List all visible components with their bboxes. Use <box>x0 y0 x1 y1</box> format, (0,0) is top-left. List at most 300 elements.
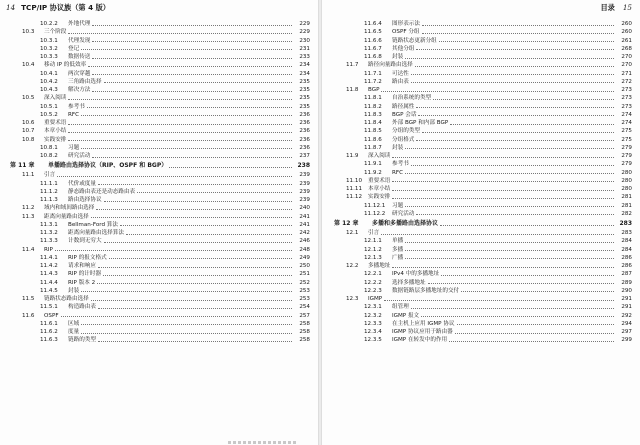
dot-leader <box>88 66 292 67</box>
toc-section-number: 11.6 <box>22 312 35 319</box>
toc-entry <box>334 144 632 152</box>
toc-page-number: 229 <box>299 29 310 36</box>
toc-page-number: 260 <box>621 21 632 27</box>
toc-section-title: Bellman-Ford 算法 <box>68 221 118 228</box>
toc-section-number: 11.9 <box>346 153 359 159</box>
dot-leader <box>92 91 292 92</box>
toc-section-title: 区域 <box>68 320 80 327</box>
toc-section-number: 11.4.3 <box>40 271 58 278</box>
toc-section-number: 10.5 <box>22 95 35 102</box>
dot-leader <box>392 190 614 191</box>
toc-entry <box>334 136 632 144</box>
toc-page-number: 270 <box>621 54 632 60</box>
toc-page-number: 279 <box>621 144 632 151</box>
toc-section-number: 11.12.1 <box>364 202 386 209</box>
toc-section-number: 11.5.1 <box>40 304 58 311</box>
toc-section-number: 11.1 <box>22 172 35 179</box>
dot-leader <box>422 33 614 34</box>
toc-entry <box>10 312 310 320</box>
toc-section-title: 外部 BGP 和内部 BGP <box>392 120 449 126</box>
toc-entry <box>10 336 310 344</box>
toc-section-title: 重要术语 <box>44 120 67 126</box>
toc-entry <box>10 279 310 287</box>
toc-section-number: 11.6.1 <box>40 320 58 327</box>
toc-page-number: 237 <box>299 153 310 159</box>
dot-leader <box>433 99 614 100</box>
toc-page-number: 284 <box>621 246 632 253</box>
running-title: TCP/IP 协议族（第 4 版） <box>21 3 110 12</box>
toc-page-number: 250 <box>299 263 310 269</box>
dot-leader <box>411 165 614 166</box>
toc-section-number: 11.12.2 <box>364 210 386 217</box>
toc-page-number: 275 <box>621 136 632 143</box>
toc-section-title: 引言 <box>368 230 380 236</box>
toc-entry <box>10 20 310 28</box>
toc-section-number: 12.3.1 <box>364 304 382 311</box>
toc-section-title: 构造路由表 <box>68 304 96 311</box>
dot-leader <box>421 316 614 317</box>
dot-leader <box>91 217 292 218</box>
toc-section-number: 11.5 <box>22 296 35 302</box>
dot-leader <box>81 333 292 334</box>
dot-leader <box>96 209 292 210</box>
toc-section-title: RIP <box>44 246 53 253</box>
toc-entry <box>334 37 632 45</box>
toc-section-number: 11.6.3 <box>40 337 58 344</box>
toc-section-number: 11.6.2 <box>40 329 58 335</box>
toc-section-number: 10.6 <box>22 120 35 126</box>
page-number: 15 <box>622 3 632 12</box>
left-page-header <box>6 3 110 13</box>
toc-page-number: 280 <box>621 169 632 176</box>
toc-entry <box>334 152 632 160</box>
toc-entry <box>10 53 310 61</box>
toc-section-number: 11.1.2 <box>40 188 58 195</box>
toc-entry <box>10 262 310 270</box>
toc-chapter-entry <box>10 161 310 171</box>
toc-section-title: 单播 <box>392 238 404 245</box>
toc-entry <box>10 70 310 78</box>
toc-section-title: IGMP 协议应用于路由器 <box>392 329 453 335</box>
dot-leader <box>120 225 292 226</box>
toc-entry <box>334 103 632 111</box>
toc-section-number: 11.6.7 <box>364 45 382 52</box>
toc-section-number: 12.1.2 <box>364 246 382 253</box>
dot-leader <box>416 49 614 50</box>
toc-page-number: 231 <box>299 45 310 52</box>
toc-section-number: 10.3 <box>22 29 35 36</box>
toc-section-title: 深入阅读 <box>44 95 67 102</box>
toc-page-number: 273 <box>621 87 632 93</box>
toc-entry <box>10 61 310 69</box>
toc-entry <box>10 213 310 221</box>
toc-section-number: 11.9.1 <box>364 161 382 168</box>
toc-section-title: 多播 <box>392 246 404 253</box>
toc-page-number: 274 <box>621 120 632 126</box>
toc-section-number: 10.8 <box>22 136 35 143</box>
dot-leader <box>92 157 292 158</box>
toc-entry <box>334 287 632 295</box>
toc-section-number: 12.2.3 <box>364 287 382 294</box>
toc-section-number: 12.1 <box>346 230 359 236</box>
toc-section-number: 12.1.1 <box>364 238 382 245</box>
toc-section-title: 移动 IP 的低效率 <box>44 62 87 69</box>
toc-section-number: 12.3 <box>346 296 359 302</box>
toc-entry <box>334 270 632 278</box>
toc-section-number: 11.6.4 <box>364 21 382 27</box>
toc-entry <box>10 144 310 152</box>
dot-leader <box>405 173 614 174</box>
toc-section-title: 路由表 <box>392 78 409 85</box>
toc-entry <box>334 312 632 320</box>
toc-page-number: 236 <box>299 144 310 151</box>
toc-entry <box>334 94 632 102</box>
toc-list-left <box>10 20 310 345</box>
toc-list-right <box>334 20 632 345</box>
toc-page-number: 236 <box>299 136 310 143</box>
toc-section-title: 选择多播地址 <box>392 279 426 286</box>
toc-section-title: 三个阶段 <box>44 29 67 36</box>
toc-page-number: 253 <box>299 296 310 302</box>
toc-page-number: 273 <box>621 103 632 110</box>
toc-entry <box>334 295 632 303</box>
toc-page-number: 253 <box>299 287 310 294</box>
toc-section-title: 重要术语 <box>368 177 391 184</box>
toc-section-number: 10.4.1 <box>40 70 58 77</box>
toc-section-number: 10.2.2 <box>40 21 58 27</box>
toc-section-title: OSPF 分组 <box>392 29 420 36</box>
toc-section-number: 11.4.2 <box>40 263 58 269</box>
toc-page-number: 284 <box>621 238 632 245</box>
toc-section-title: 封装 <box>392 144 404 151</box>
toc-entry <box>334 210 632 218</box>
toc-page-number: 291 <box>621 304 632 311</box>
right-page-header <box>600 3 632 13</box>
toc-section-number: 11.8.1 <box>364 95 382 102</box>
toc-section-number: 12.3.2 <box>364 312 382 319</box>
toc-section-number: 12.2 <box>346 263 359 269</box>
toc-section-number: 10.3.1 <box>40 37 58 44</box>
toc-page-number: 233 <box>299 54 310 60</box>
dot-leader <box>92 58 292 59</box>
toc-entry <box>334 185 632 193</box>
toc-page-number: 283 <box>619 220 632 227</box>
toc-section-title: IPv4 中的多播地址 <box>392 271 440 278</box>
toc-section-title: 解决方法 <box>68 87 91 93</box>
toc-section-title: 多播和多播路由选择协议 <box>372 220 439 227</box>
dot-leader <box>416 140 614 141</box>
toc-section-title: 引言 <box>44 172 56 179</box>
dot-leader <box>411 74 614 75</box>
dot-leader <box>169 167 292 168</box>
dot-leader <box>405 242 614 243</box>
toc-entry <box>10 196 310 204</box>
toc-page-number: 270 <box>621 62 632 69</box>
dot-leader <box>381 234 614 235</box>
dot-leader <box>422 132 614 133</box>
toc-section-title: 本章小结 <box>368 186 391 192</box>
toc-section-title: BGP <box>368 87 380 93</box>
toc-section-title: 域内和域间路由选择 <box>44 205 95 212</box>
dot-leader <box>81 324 292 325</box>
toc-section-number: 11.10 <box>346 177 363 184</box>
dot-leader <box>137 192 292 193</box>
dot-leader <box>97 283 292 284</box>
dot-leader <box>68 140 292 141</box>
toc-entry <box>334 237 632 245</box>
toc-entry <box>10 152 310 160</box>
toc-page-number: 252 <box>299 279 310 286</box>
dot-leader <box>455 333 614 334</box>
toc-section-title: 路由选择协议 <box>68 197 102 203</box>
dot-leader <box>91 300 292 301</box>
toc-entry <box>334 336 632 344</box>
toc-page-number: 234 <box>299 70 310 77</box>
toc-section-number: 10.4 <box>22 62 35 69</box>
left-page <box>0 0 318 445</box>
toc-page-number: 271 <box>621 70 632 77</box>
toc-page-number: 282 <box>621 210 632 217</box>
right-page <box>322 0 640 445</box>
dot-leader <box>418 115 614 116</box>
toc-entry <box>10 78 310 86</box>
toc-page-number: 268 <box>621 45 632 52</box>
toc-section-number: 10.3.3 <box>40 54 58 60</box>
toc-section-title: RFC <box>392 169 404 176</box>
dot-leader <box>416 214 614 215</box>
toc-page-number: 234 <box>299 62 310 69</box>
toc-section-title: IGMP 报文 <box>392 312 420 319</box>
toc-section-number: 10.8.2 <box>40 153 58 159</box>
toc-entry <box>334 169 632 177</box>
toc-entry <box>10 229 310 237</box>
toc-entry <box>334 119 632 127</box>
toc-section-number: 10.5.1 <box>40 103 58 110</box>
toc-section-number: 11.6.6 <box>364 37 382 44</box>
toc-page-number: 258 <box>299 337 310 344</box>
dot-leader <box>392 198 614 199</box>
toc-page-number: 240 <box>299 205 310 212</box>
toc-page-number: 272 <box>621 78 632 85</box>
dot-leader <box>411 308 614 309</box>
toc-section-title: 计数到无穷大 <box>68 238 102 245</box>
toc-entry <box>334 20 632 28</box>
toc-section-title: 实践安排 <box>368 194 391 201</box>
toc-chapter-entry <box>334 219 632 229</box>
scan-footer-mark <box>228 441 298 444</box>
dot-leader <box>87 107 292 108</box>
dot-leader <box>104 242 292 243</box>
toc-page-number: 248 <box>299 246 310 253</box>
toc-page-number: 258 <box>299 329 310 335</box>
toc-section-title: 本章小结 <box>44 128 67 135</box>
toc-section-title: 广播 <box>392 254 404 261</box>
toc-section-number: 11.7.2 <box>364 78 382 85</box>
toc-entry <box>10 127 310 135</box>
toc-entry <box>10 28 310 36</box>
running-title: 目录 <box>600 3 615 12</box>
dot-leader <box>81 148 292 149</box>
toc-section-number: 11.8.6 <box>364 136 382 143</box>
toc-page-number: 236 <box>299 120 310 126</box>
dot-leader <box>61 316 292 317</box>
toc-page-number: 239 <box>299 172 310 179</box>
toc-section-number: 11.3.2 <box>40 230 58 236</box>
toc-page-number: 239 <box>299 188 310 195</box>
toc-entry <box>334 127 632 135</box>
toc-section-number: 12.1.3 <box>364 254 382 261</box>
dot-leader <box>81 291 292 292</box>
toc-section-title: 链路状态更新分组 <box>392 37 437 44</box>
dot-leader <box>98 341 292 342</box>
toc-page-number: 241 <box>299 213 310 220</box>
dot-leader <box>392 267 614 268</box>
toc-page-number: 273 <box>621 95 632 102</box>
toc-page-number: 241 <box>299 221 310 228</box>
toc-section-number: 10.5.2 <box>40 111 58 118</box>
toc-section-title: 分组格式 <box>392 136 415 143</box>
toc-section-title: 代理发现 <box>68 37 91 44</box>
toc-section-number: 10.7 <box>22 128 35 135</box>
toc-section-title: 研究活动 <box>392 210 415 217</box>
toc-page-number: 235 <box>299 95 310 102</box>
toc-entry <box>10 136 310 144</box>
toc-section-number: 11.8 <box>346 87 359 93</box>
dot-leader <box>439 41 614 42</box>
toc-page-number: 235 <box>299 103 310 110</box>
toc-section-number: 第 12 章 <box>334 220 359 227</box>
toc-section-number: 11.3.3 <box>40 238 58 245</box>
toc-section-title: IGMP 在转发中的作用 <box>392 337 448 344</box>
toc-section-title: 距离向量路由选择 <box>44 213 89 220</box>
toc-section-number: 11.1.1 <box>40 180 58 187</box>
dot-leader <box>416 107 614 108</box>
toc-entry <box>334 202 632 210</box>
dot-leader <box>428 283 614 284</box>
toc-page-number: 239 <box>299 180 310 187</box>
toc-section-number: 11.3 <box>22 213 35 220</box>
toc-page-number: 279 <box>621 153 632 159</box>
dot-leader <box>405 250 614 251</box>
toc-section-title: 外地代理 <box>68 21 91 27</box>
toc-section-title: RIP 的报文格式 <box>68 254 107 261</box>
toc-page-number: 238 <box>297 162 310 170</box>
toc-section-title: 图形表示法 <box>392 21 420 27</box>
dot-leader <box>98 184 292 185</box>
dot-leader <box>461 291 614 292</box>
toc-section-title: OSPF <box>44 312 59 319</box>
toc-section-title: 组管理 <box>392 304 409 311</box>
toc-section-title: 实践安排 <box>44 136 67 143</box>
toc-section-number: 11.2 <box>22 205 35 212</box>
toc-section-number: 10.4.3 <box>40 87 58 93</box>
toc-entry <box>334 70 632 78</box>
toc-page-number: 260 <box>621 29 632 36</box>
toc-section-title: 数据链路层多播地址的交付 <box>392 287 460 294</box>
toc-entry <box>334 279 632 287</box>
toc-section-number: 11.8.4 <box>364 120 382 126</box>
dot-leader <box>92 74 292 75</box>
toc-entry <box>334 320 632 328</box>
toc-page-number: 246 <box>299 238 310 245</box>
dot-leader <box>392 157 614 158</box>
toc-entry <box>10 111 310 119</box>
toc-section-title: 路径属性 <box>392 103 415 110</box>
dot-leader <box>405 148 614 149</box>
toc-page-number: 299 <box>621 337 632 344</box>
toc-entry <box>10 254 310 262</box>
dot-leader <box>98 267 292 268</box>
toc-page-number: 289 <box>621 279 632 286</box>
toc-page-number: 254 <box>299 304 310 311</box>
toc-section-title: 习题 <box>68 144 80 151</box>
dot-leader <box>440 225 614 226</box>
toc-entry <box>334 262 632 270</box>
toc-section-number: 12.2.1 <box>364 271 382 278</box>
toc-page-number: 279 <box>621 161 632 168</box>
toc-section-title: 静态路由表还是动态路由表 <box>68 188 136 195</box>
dot-leader <box>384 300 614 301</box>
dot-leader <box>98 308 292 309</box>
toc-section-number: 11.6.8 <box>364 54 382 60</box>
toc-page-number: 251 <box>299 271 310 278</box>
toc-entry <box>334 229 632 237</box>
toc-section-title: 多播地址 <box>368 263 391 269</box>
toc-page-number: 292 <box>621 312 632 319</box>
toc-page-number: 236 <box>299 111 310 118</box>
dot-leader <box>92 41 292 42</box>
toc-section-number: 11.1.3 <box>40 197 58 203</box>
toc-page-number: 286 <box>621 263 632 269</box>
toc-entry <box>334 193 632 201</box>
toc-entry <box>10 171 310 179</box>
dot-leader <box>405 206 614 207</box>
dot-leader <box>92 25 292 26</box>
toc-page-number: 283 <box>621 230 632 236</box>
toc-section-number: 11.8.5 <box>364 128 382 135</box>
toc-section-title: 参考书 <box>392 161 409 168</box>
toc-section-title: 在主机上应用 IGMP 协议 <box>392 320 455 327</box>
dot-leader <box>441 275 614 276</box>
toc-entry <box>334 328 632 336</box>
toc-section-title: 请求和响应 <box>68 263 96 269</box>
toc-section-number: 10.4.2 <box>40 78 58 85</box>
toc-entry <box>10 221 310 229</box>
toc-section-title: 封装 <box>68 287 80 294</box>
toc-section-number: 11.4.4 <box>40 279 58 286</box>
toc-section-title: 封装 <box>392 54 404 60</box>
dot-leader <box>68 124 292 125</box>
toc-section-title: 路径向量路由选择 <box>368 62 413 69</box>
toc-section-title: RIP 版本 2 <box>68 279 96 286</box>
toc-entry <box>334 246 632 254</box>
toc-entry <box>334 78 632 86</box>
toc-entry <box>334 61 632 69</box>
dot-leader <box>381 91 614 92</box>
dot-leader <box>457 324 615 325</box>
toc-page-number: 287 <box>621 271 632 278</box>
dot-leader <box>103 275 292 276</box>
toc-entry <box>10 37 310 45</box>
toc-section-number: 11.3.1 <box>40 221 58 228</box>
toc-entry <box>10 320 310 328</box>
toc-entry <box>10 188 310 196</box>
dot-leader <box>109 258 292 259</box>
toc-page-number: 281 <box>621 202 632 209</box>
toc-section-number: 11.8.2 <box>364 103 382 110</box>
page-number: 14 <box>6 3 16 12</box>
toc-section-number: 11.7 <box>346 62 359 69</box>
